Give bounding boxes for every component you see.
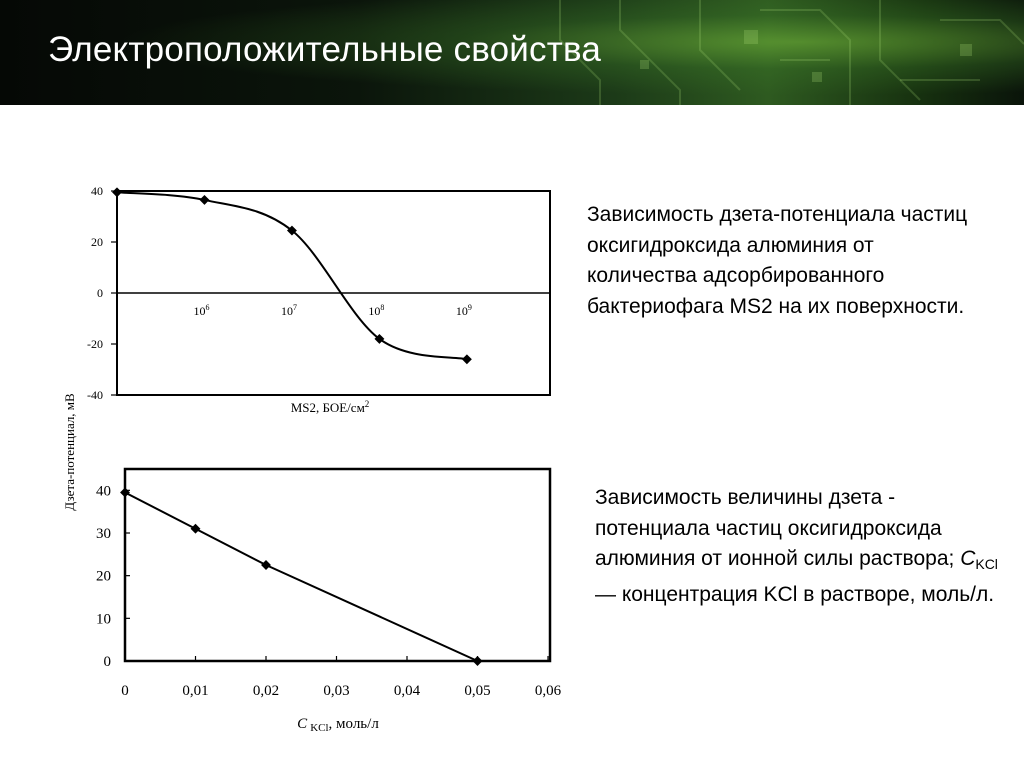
zeta-vs-kcl-chart [0,455,580,745]
x-tick-label: 0,05 [464,683,491,699]
data-point [473,656,483,666]
chart1-description: Зависимость дзета-потенциала частиц оксигидроксида алюминия от количества адсорбированного бактериофага MS2 на их поверхности. [587,203,968,318]
data-point [112,187,122,197]
data-point [191,524,201,534]
description-text: Зависимость величины дзета - потенциала частиц оксигидроксида алюминия от ионной силы раствора; [595,486,961,570]
y-tick-label: 0 [97,286,103,300]
kcl-symbol: С [960,547,976,570]
x-tick-label: 0,02 [252,683,280,699]
zeta-vs-ms2-chart [0,180,560,511]
description-text-end: — концентрация KCl в растворе, моль/л. [595,582,995,606]
x-tick-label: 0,03 [323,683,350,699]
y-tick-label: 20 [96,568,111,585]
x-tick-label: $10^6$ [193,303,210,318]
data-point [200,195,210,205]
x-tick-label: 0,06 [534,683,562,699]
y-tick-label: -20 [87,337,103,351]
data-point [261,560,271,570]
y-tick-label: 40 [91,184,103,198]
x-axis-label: MS2, БОЕ/$см^2$ [290,399,370,415]
data-point [462,354,472,364]
y-axis-label: Дзета-потенциал, мВ [62,393,77,511]
chart2-description [595,483,1000,610]
data-line [117,192,467,359]
data-line [125,492,478,661]
slide-title: Электроположительные свойства [48,30,602,69]
y-tick-label: -40 [87,388,103,402]
x-axis-label: С $_{KCl}$, моль/л [297,716,379,734]
y-tick-label: 0 [103,654,111,670]
y-tick-label: 40 [96,483,111,500]
x-tick-label: 0,04 [393,683,421,699]
plot-frame [125,469,550,661]
y-tick-label: 10 [96,611,111,628]
header-banner [0,0,1024,105]
x-tick-label: $10^8$ [368,303,385,318]
data-point [120,488,130,498]
x-tick-label: 0,01 [182,683,209,699]
x-tick-label: $10^7$ [280,303,297,318]
y-tick-label: 30 [96,526,111,542]
kcl-subscript: KCl [975,556,998,572]
x-tick-label: 0 [121,683,129,699]
y-tick-label: 20 [91,235,103,249]
x-tick-label: $10^9$ [455,303,472,318]
